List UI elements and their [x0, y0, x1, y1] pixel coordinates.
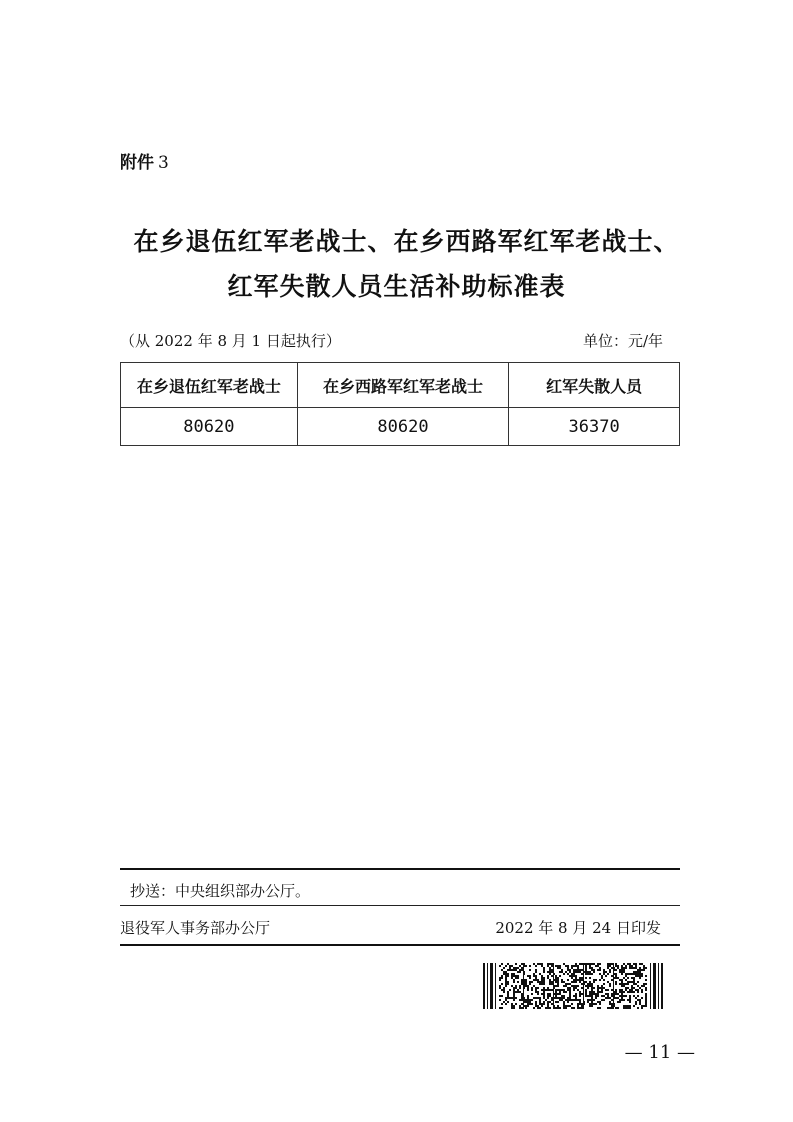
footer-bottom-rule: [120, 944, 680, 946]
document-title-line-1: 在乡退伍红军老战士、在乡西路军红军老战士、: [133, 227, 680, 256]
document-barcode-image: [483, 963, 663, 1009]
column-header: 在乡退伍红军老战士: [121, 363, 298, 408]
subsidy-standard-table: [120, 362, 680, 446]
effective-date-note: （从 2022 年 8 月 1 日起执行）: [120, 332, 341, 350]
table-cell: 80620: [297, 408, 509, 446]
table-cell: 80620: [121, 408, 298, 446]
page-number: — 11 —: [624, 1042, 695, 1063]
column-header: 在乡西路军红军老战士: [297, 363, 509, 408]
table-cell: 36370: [509, 408, 680, 446]
attachment-label: [120, 148, 169, 173]
attachment-number: 3: [158, 153, 169, 173]
issue-date: 2022 年 8 月 24 日印发: [495, 919, 661, 937]
unit-note: 单位：元/年: [582, 332, 663, 350]
document-title-line-2: 红军失散人员生活补助标准表: [227, 272, 566, 301]
table-row: [121, 408, 680, 446]
attachment-text: 附件: [120, 153, 154, 173]
table-header-row: [121, 363, 680, 408]
footer-top-rule: [120, 868, 680, 870]
issuing-office: 退役军人事务部办公厅: [120, 919, 271, 937]
footer-middle-rule: [120, 905, 680, 906]
column-header: 红军失散人员: [509, 363, 680, 408]
cc-line: 抄送：中央组织部办公厅。: [130, 882, 311, 900]
